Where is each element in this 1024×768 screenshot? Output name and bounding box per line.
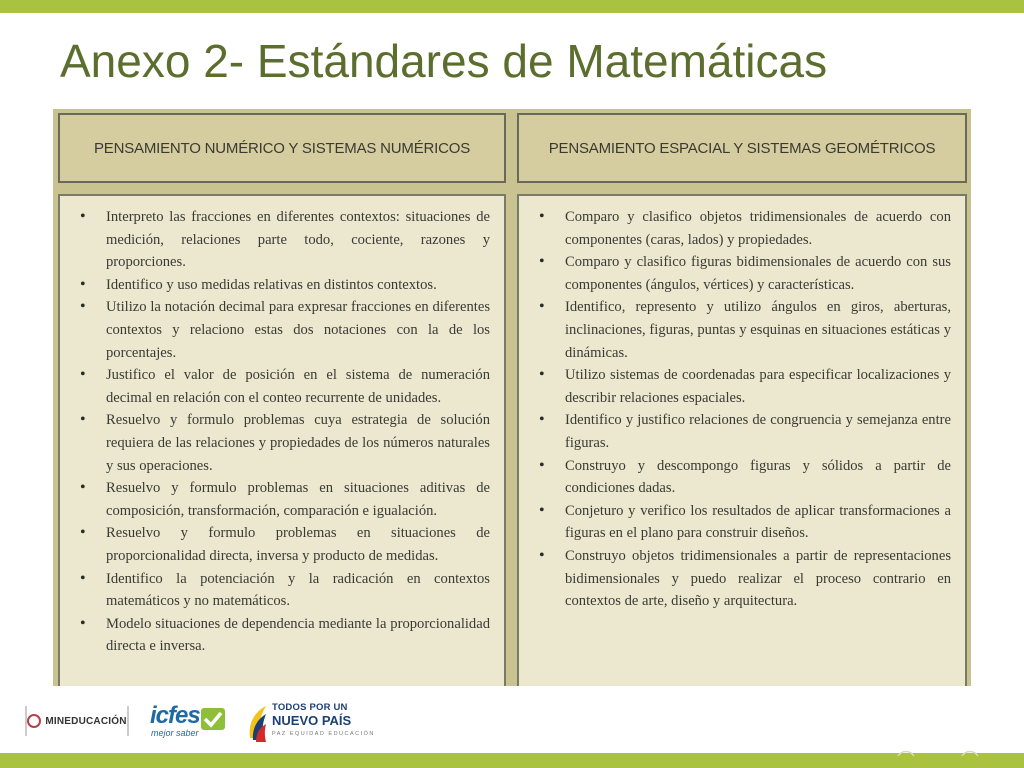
top-accent-bar bbox=[0, 0, 1024, 13]
column-body-espacial bbox=[517, 194, 967, 686]
column-header-espacial: PENSAMIENTO ESPACIAL Y SISTEMAS GEOMÉTRICOS bbox=[517, 113, 967, 183]
decorative-marks-icon bbox=[880, 748, 1020, 758]
list-item: • Justifico el valor de posición en el sistema de numeración decimal en relación con el conteo recurrente de unidades. bbox=[80, 364, 490, 409]
list-item: • Resuelvo y formulo problemas en situaciones de proporcionalidad directa, inversa y producto de medidas. bbox=[80, 522, 490, 567]
list-item: • Resuelvo y formulo problemas cuya estrategia de solución requiera de las relaciones y propiedades de los números naturales y sus operaciones. bbox=[80, 409, 490, 477]
list-item: • Identifico, represento y utilizo ángulos en giros, aberturas, inclinaciones, figuras, puntas y esquinas en situaciones estáticas y dinámicas. bbox=[539, 296, 951, 364]
seal-icon bbox=[27, 714, 41, 728]
checkmark-icon bbox=[201, 708, 225, 730]
icfes-wordmark: icfes bbox=[150, 702, 200, 729]
icfes-logo bbox=[150, 702, 230, 744]
list-item: • Comparo y clasifico objetos tridimensionales de acuerdo con componentes (caras, lados) y propiedades. bbox=[539, 206, 951, 251]
list-item: • Comparo y clasifico figuras bidimensionales de acuerdo con sus componentes (ángulos, vértices) y características. bbox=[539, 251, 951, 296]
list-item: • Interpreto las fracciones en diferentes contextos: situaciones de medición, relaciones parte todo, cociente, razones y proporciones. bbox=[80, 206, 490, 274]
slide-title: Anexo 2- Estándares de Matemáticas bbox=[60, 35, 828, 87]
colombia-emblem-icon bbox=[246, 702, 270, 744]
list-item: • Construyo objetos tridimensionales a partir de representaciones bidimensionales y puedo realizar el proceso contrario en contextos de arte, diseño y arquitectura. bbox=[539, 545, 951, 613]
nuevo-pais-logo bbox=[244, 700, 375, 748]
list-item: • Resuelvo y formulo problemas en situaciones aditivas de composición, transformación, comparación e igualación. bbox=[80, 477, 490, 522]
list-item: • Identifico la potenciación y la radicación en contextos matemáticos y no matemáticos. bbox=[80, 568, 490, 613]
list-item: • Utilizo la notación decimal para expresar fracciones en diferentes contextos y relaciono estas dos notaciones con la de los porcentajes. bbox=[80, 296, 490, 364]
nuevo-pais-line2: NUEVO PAÍS bbox=[272, 713, 352, 728]
list-item: • Conjeturo y verifico los resultados de aplicar transformaciones a figuras en el plano para construir diseños. bbox=[539, 500, 951, 545]
nuevo-pais-line3: PAZ EQUIDAD EDUCACIÓN bbox=[272, 731, 375, 737]
standards-list-numerico bbox=[80, 206, 490, 658]
standards-table bbox=[53, 109, 971, 686]
icfes-tagline: mejor saber bbox=[151, 728, 199, 738]
list-item: • Utilizo sistemas de coordenadas para especificar localizaciones y describir relaciones espaciales. bbox=[539, 364, 951, 409]
list-item: • Identifico y uso medidas relativas en distintos contextos. bbox=[80, 274, 490, 297]
mineducacion-logo bbox=[25, 706, 129, 736]
footer-logos bbox=[0, 688, 1024, 752]
list-item: • Identifico y justifico relaciones de congruencia y semejanza entre figuras. bbox=[539, 409, 951, 454]
standards-list-espacial bbox=[539, 206, 951, 613]
nuevo-pais-line1: TODOS POR UN bbox=[272, 702, 348, 713]
list-item: • Construyo y descompongo figuras y sólidos a partir de condiciones dadas. bbox=[539, 455, 951, 500]
mineducacion-label: MINEDUCACIÓN bbox=[45, 715, 127, 727]
column-body-numerico bbox=[58, 194, 506, 686]
column-header-numerico: PENSAMIENTO NUMÉRICO Y SISTEMAS NUMÉRICOS bbox=[58, 113, 506, 183]
list-item: • Modelo situaciones de dependencia mediante la proporcionalidad directa e inversa. bbox=[80, 613, 490, 658]
bottom-accent-bar bbox=[0, 753, 1024, 768]
